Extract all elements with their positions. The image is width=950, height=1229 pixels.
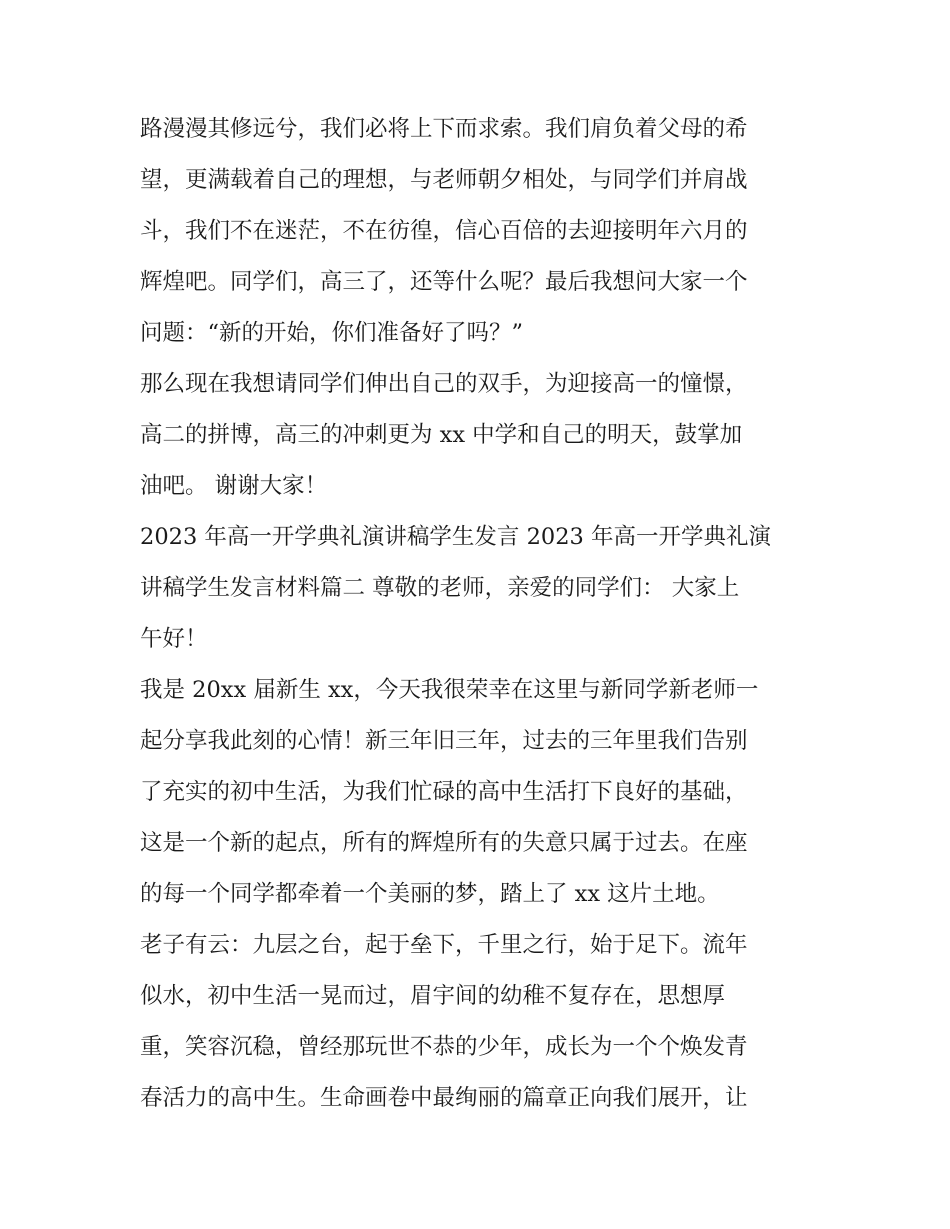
text-line: 问题：“新的开始，你们准备好了吗？” (140, 320, 524, 346)
text-line: 老子有云：九层之台，起于垒下，千里之行，始于足下。流年 (140, 932, 748, 958)
text-line: 高二的拼博，高三的冲刺更为 xx 中学和自己的明天，鼓掌加 (140, 422, 743, 448)
text-line: 2023 年高一开学典礼演讲稿学生发言 2023 年高一开学典礼演 (140, 524, 771, 550)
text-line: 辉煌吧。同学们，高三了，还等什么呢？最后我想问大家一个 (140, 269, 748, 295)
text-line: 斗，我们不在迷茫，不在彷徨，信心百倍的去迎接明年六月的 (140, 218, 748, 244)
text-line: 的每一个同学都牵着一个美丽的梦，踏上了 xx 这片土地。 (140, 881, 720, 907)
text-line: 重，笑容沉稳，曾经那玩世不恭的少年，成长为一个个焕发青 (140, 1034, 748, 1060)
text-line: 那么现在我想请同学们伸出自己的双手，为迎接高一的憧憬， (140, 371, 748, 397)
text-line: 油吧。 谢谢大家！ (140, 473, 328, 499)
text-line: 望，更满载着自己的理想，与老师朝夕相处，与同学们并肩战 (140, 167, 748, 193)
text-line: 午好！ (140, 626, 208, 652)
text-line: 春活力的高中生。生命画卷中最绚丽的篇章正向我们展开，让 (140, 1085, 748, 1111)
text-line: 了充实的初中生活，为我们忙碌的高中生活打下良好的基础， (140, 779, 748, 805)
text-line: 起分享我此刻的心情！新三年旧三年，过去的三年里我们告别 (140, 728, 748, 754)
text-line: 路漫漫其修远兮，我们必将上下而求索。我们肩负着父母的希 (140, 116, 748, 142)
text-line: 我是 20xx 届新生 xx，今天我很荣幸在这里与新同学新老师一 (140, 677, 759, 703)
text-line: 似水，初中生活一晃而过，眉宇间的幼稚不复存在，思想厚 (140, 983, 726, 1009)
text-line: 这是一个新的起点，所有的辉煌所有的失意只属于过去。在座 (140, 830, 748, 856)
document-body (140, 104, 812, 1124)
text-line: 讲稿学生发言材料篇二 尊敬的老师，亲爱的同学们： 大家上 (140, 575, 740, 601)
